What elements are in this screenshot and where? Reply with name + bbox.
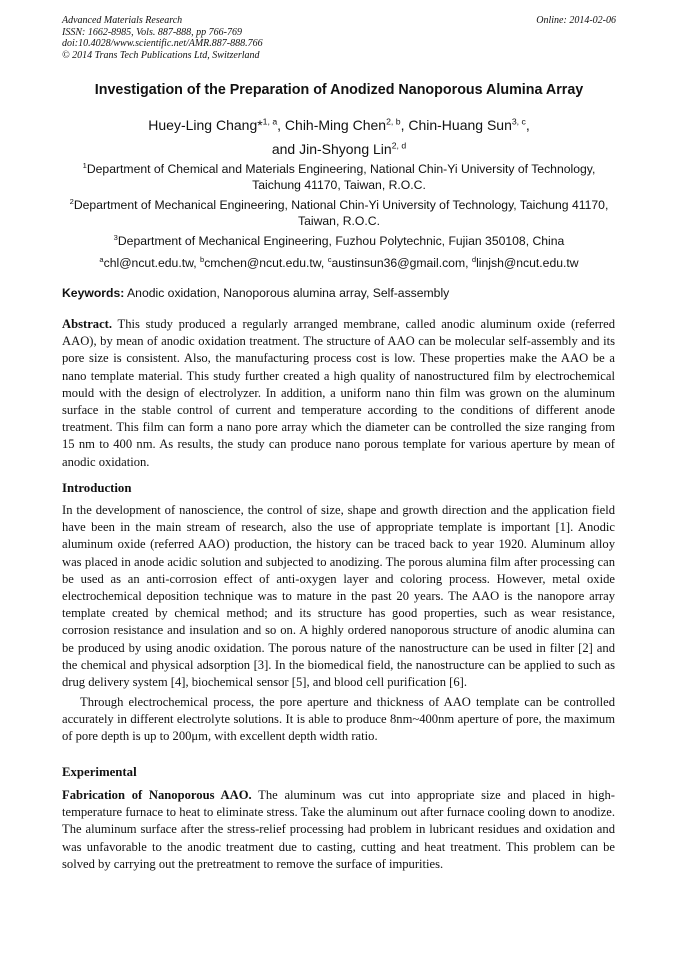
author-name: Chin-Huang Sun — [408, 117, 512, 133]
affil-number: 3 — [113, 232, 118, 242]
intro-paragraph-1: In the development of nanoscience, the control of size, shape and growth direction and the application field have been in the main stream of research, also the use of appropriate template is important [1]. Anodic aluminum oxide (referred AAO) production, the history can be traced back to year 1920. Aluminum alloy was placed in anode acidic solution and subjected to anodizing. The porous alumina film after processing can be used as an anti-corrosion effect of anti-oxygen layer and coloring process. However, metal oxide electrochemical deposition technique was to mature in the past 20 years. The AAO is the nanopore array template created by chemical method; and its structure has good properties, such as wear resistance, corrosion resistance and insulation and so on. A highly ordered nanoporous structure of anodic alumina can be produced by using anodic oxidation. The porous nature of the nanostructure can be used in filter [2] and the chemical and physical adsorption [3]. In the biomedical field, the nanostructure can be applied to such as drug delivery system [4], biochemical sensor [5], and blood cell purification [6]. — [62, 503, 615, 690]
author-affil-marker: 1, a — [262, 116, 278, 127]
section-heading-experimental: Experimental — [62, 765, 137, 779]
running-header — [62, 15, 616, 61]
author-name: Huey-Ling Chang* — [148, 117, 263, 133]
affiliation — [66, 162, 612, 193]
affil-text: Department of Mechanical Engineering, Fuzhou Polytechnic, Fujian 350108, China — [117, 234, 565, 248]
author-list: Huey-Ling Chang*$^{1, a}$, Chih-Ming Chen$^{2, b}$, Chin-Huang Sun$^{3, c}$, and Jin-Shyong Lin$^{2, d}$ — [148, 116, 530, 157]
email-marker: a — [99, 254, 104, 264]
affiliation — [66, 198, 612, 229]
affil-number: 2 — [69, 196, 74, 206]
doi-line: doi:10.4028/www.scientific.net/AMR.887-888.766 — [62, 38, 263, 49]
abstract-label: Abstract. — [62, 317, 113, 331]
email-marker: c — [327, 254, 332, 264]
copyright-line: © 2014 Trans Tech Publications Ltd, Switzerland — [62, 49, 260, 61]
email-address[interactable]: austinsun36@gmail.com — [331, 256, 466, 270]
affiliation — [66, 234, 612, 250]
online-date: Online: 2014-02-06 — [536, 15, 616, 26]
issn-line: ISSN: 1662-8985, Vols. 887-888, pp 766-769 — [62, 26, 242, 38]
fabrication-paragraph — [62, 787, 615, 873]
intro-paragraph-2: Through electrochemical process, the pore aperture and thickness of AAO template can be controlled accurately in different electrolyte solutions. It is able to produce 8nm~400nm aperture of pore, the maximum of pore depth is up to 200μm, with excellent depth width ratio. — [62, 695, 615, 744]
section-heading-introduction: Introduction — [62, 481, 132, 495]
affil-text: Department of Chemical and Materials Engineering, National Chin-Yi University of Technology, Taichung 41170, Taiwan, R.O.C. — [86, 162, 596, 192]
keywords-label: Keywords: — [62, 286, 125, 300]
author-name: Jin-Shyong Lin — [299, 141, 392, 157]
journal-name: Advanced Materials Research — [62, 15, 183, 26]
paper-title: Investigation of the Preparation of Anodized Nanoporous Alumina Array — [94, 82, 584, 98]
author-affil-marker: 2, b — [386, 116, 401, 127]
subsection-label: Fabrication of Nanoporous AAO. — [62, 788, 252, 802]
fabrication-text: The aluminum was cut into appropriate size and placed in high-temperature furnace to heat to eliminate stress. Take the aluminum out after furnace cooling down to anodize. The aluminum surface after the stress-relief processing had problem in lubricant residues and oxidation and was unfavorable to the anodic treatment due to casting, cutting and heat treatment. This problem can be solved by carrying out the pretreatment to remove the surface of impurities. — [62, 788, 616, 871]
author-affil-marker: 2, d — [391, 140, 407, 151]
author-affil-marker: 3, c — [511, 116, 526, 127]
abstract-text: This study produced a regularly arranged membrane, called anodic aluminum oxide (referred AAO), by mean of anodic oxidation treatment. The structure of AAO can be molecular self-assembly and its pore size is consistent. Also, the manufacturing process cost is low. These properties make the AAO be a nano template material. This study further created a high quality of nanostructured film by electrochemical mould with the design of electrolyzer. In addition, a uniform nano thin film was grown on the aluminum surface in the stable control of current and temperature according to the conditions of different anode treatment. This film can form a nano pore array which the diameter can be controlled the size ranging from 15 nm to 400 nm. As results, the study can produce nano porous template for various aperture by mean of anodic oxidation. — [62, 317, 616, 469]
email-marker: d — [471, 254, 477, 264]
author-name: Chih-Ming Chen — [284, 117, 387, 133]
keywords — [62, 286, 638, 300]
email-address[interactable]: chl@ncut.edu.tw — [103, 256, 194, 270]
email-address[interactable]: cmchen@ncut.edu.tw — [204, 256, 321, 270]
abstract — [62, 316, 615, 471]
email-marker: b — [200, 254, 205, 264]
affil-text: Department of Mechanical Engineering, National Chin-Yi University of Technology, Taichung 41170, Taiwan, R.O.C. — [73, 198, 609, 228]
affil-number: 1 — [82, 160, 87, 170]
email-address[interactable]: linjsh@ncut.edu.tw — [476, 256, 579, 270]
email-list: $^a$chl@ncut.edu.tw, $^b$cmchen@ncut.edu.tw, $^c$austinsun36@gmail.com, $^d$linjsh@ncut.edu.tw — [99, 254, 579, 270]
keywords-text: Anodic oxidation, Nanoporous alumina array, Self-assembly — [127, 286, 450, 300]
